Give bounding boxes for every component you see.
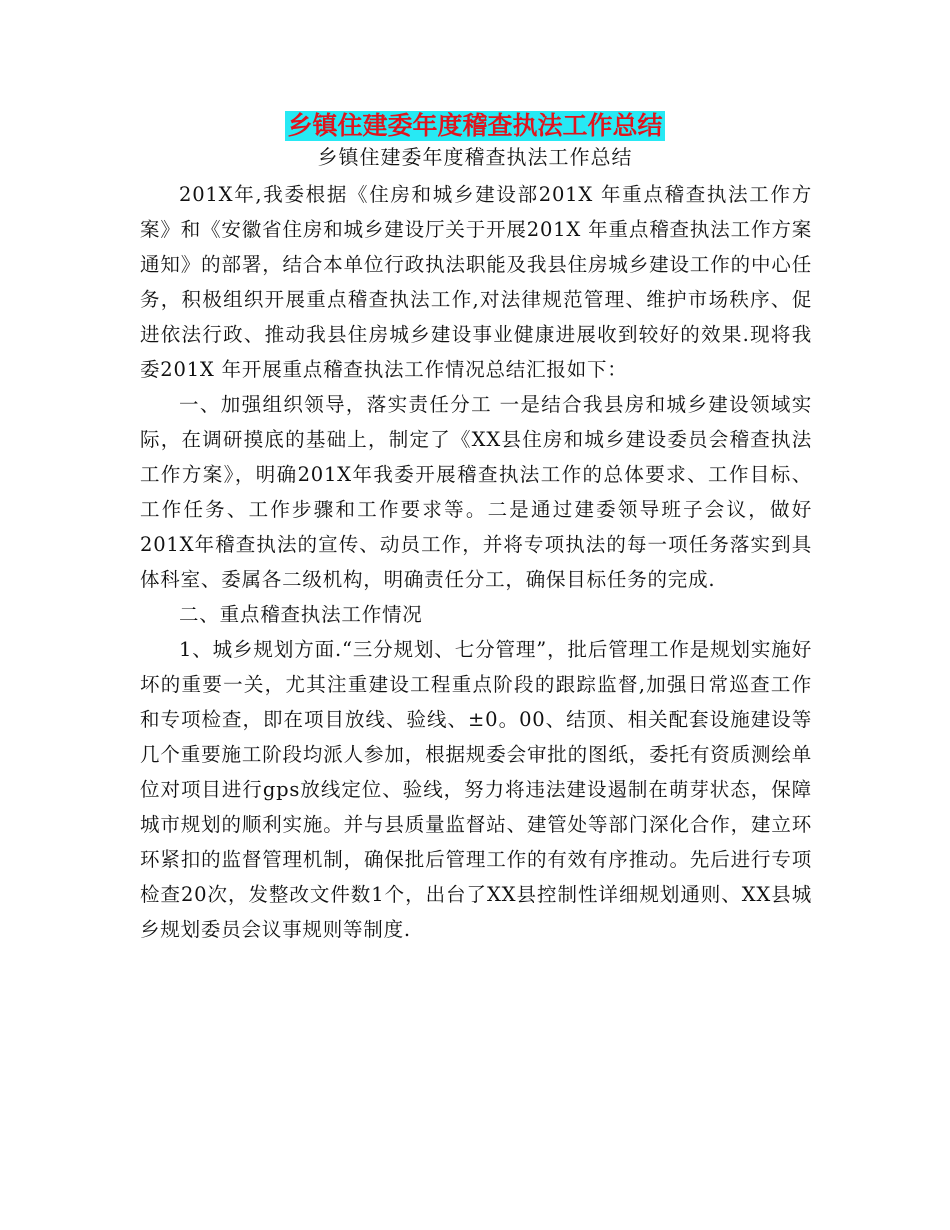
paragraph-intro: 201X年,我委根据《住房和城乡建设部201X 年重点稽查执法工作方案》和《安徽省住房和城乡建设厅关于开展201X 年重点稽查执法工作方案通知》的部署，结合本单位行政执法职能及我县住房城乡建设工作的中心任务，积极组织开展重点稽查执法工作,对法律规范管理、维护市场秩序、促进依法行政、推动我县住房城乡建设事业健康进展收到较好的效果.现将我委201X 年开展重点稽查执法工作情况总结汇报如下：: [140, 183, 812, 381]
title-wrap: [0, 111, 950, 141]
document-title: 乡镇住建委年度稽查执法工作总结: [287, 111, 663, 140]
paragraph-urban-planning: 1、城乡规划方面.“三分规划、七分管理”，批后管理工作是规划实施好坏的重要一关，尤其注重建设工程重点阶段的跟踪监督,加强日常巡查工作和专项检查，即在项目放线、验线、±0。00、结顶、相关配套设施建设等几个重要施工阶段均派人参加，根据规委会审批的图纸，委托有资质测绘单位对项目进行gps放线定位、验线，努力将违法建设遏制在萌芽状态，保障城市规划的顺利实施。并与县质量监督站、建管处等部门深化合作，建立环环紧扣的监督管理机制，确保批后管理工作的有效有序推动。先后进行专项检查20次，发整改文件数1个，出台了XX县控制性详细规划通则、XX县城乡规划委员会议事规则等制度.: [140, 638, 812, 941]
document-subtitle: 乡镇住建委年度稽查执法工作总结: [317, 145, 633, 169]
document-body: [140, 177, 812, 947]
paragraph-section-1: 一、加强组织领导，落实责任分工 一是结合我县房和城乡建设领域实际，在调研摸底的基础上，制定了《XX县住房和城乡建设委员会稽查执法工作方案》，明确201X年我委开展稽查执法工作的总体要求、工作目标、工作任务、工作步骤和工作要求等。二是通过建委领导班子会议，做好201X年稽查执法的宣传、动员工作，并将专项执法的每一项任务落实到具体科室、委属各二级机构，明确责任分工，确保目标任务的完成.: [140, 393, 812, 591]
section-heading-2: 二、重点稽查执法工作情况: [179, 603, 423, 626]
